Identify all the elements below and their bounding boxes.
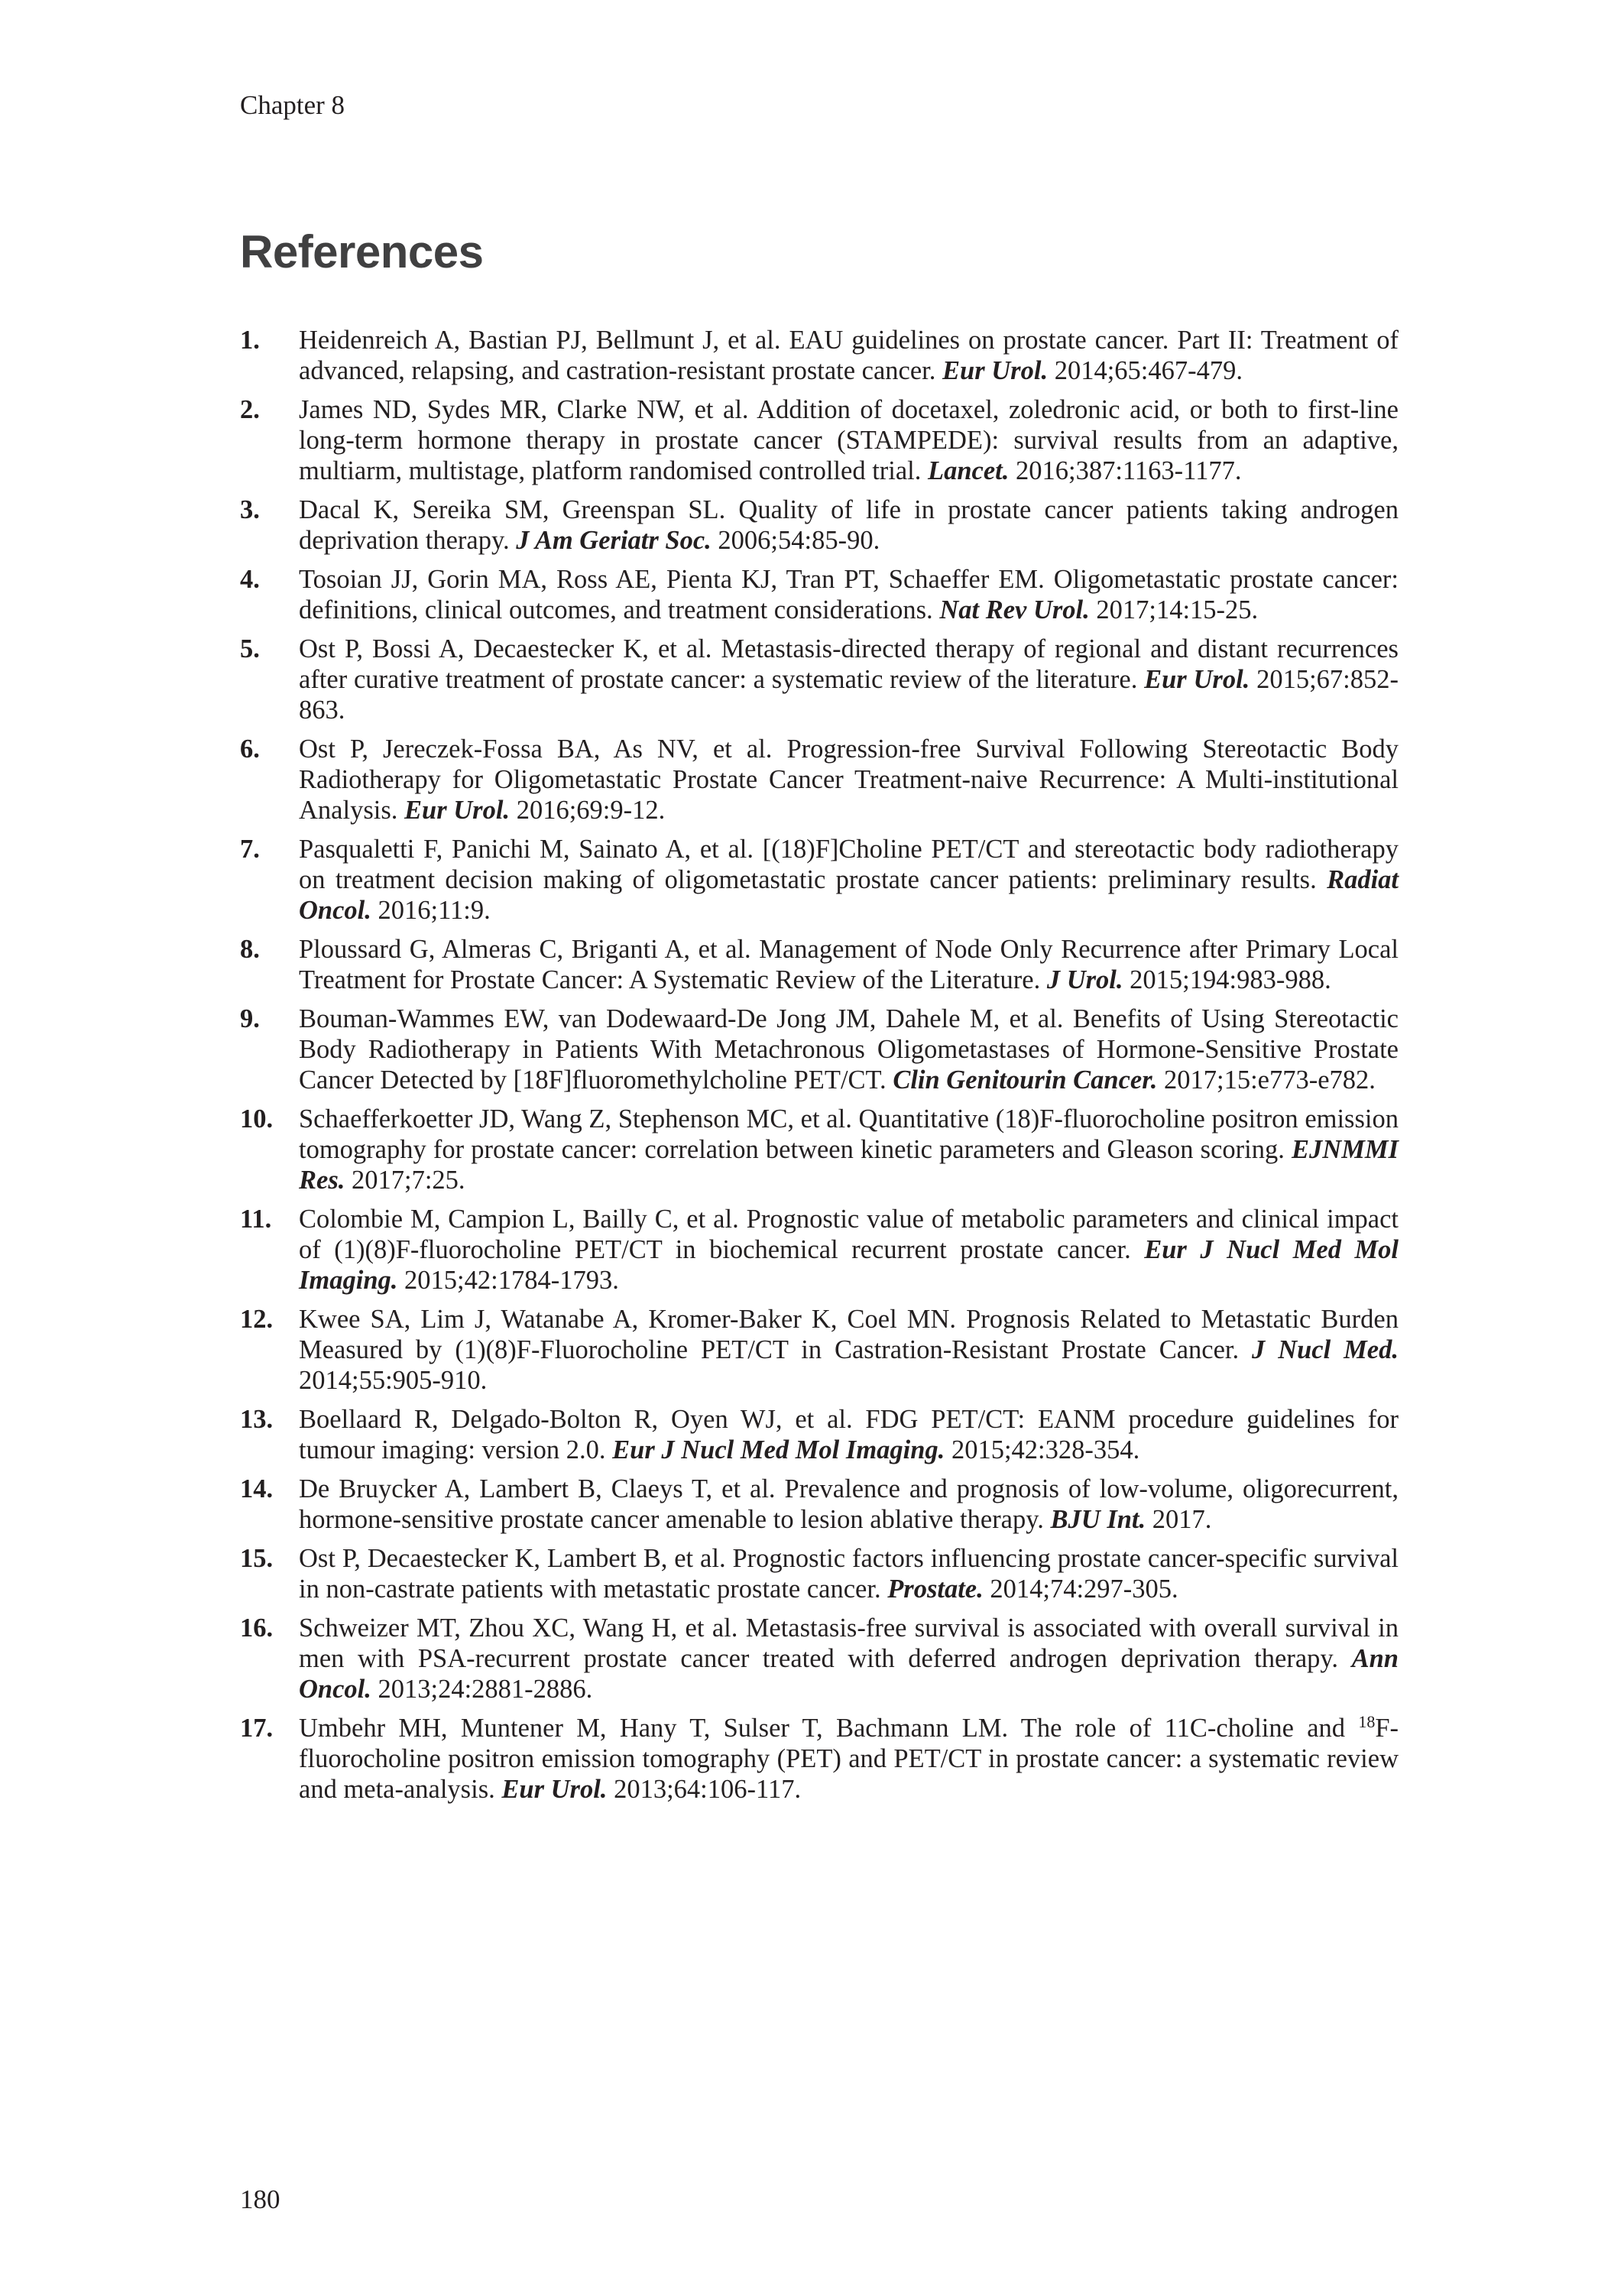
reference-text: Ost P, Decaestecker K, Lambert B, et al. Prognostic factors influencing prostate cancer-specific survival in non-castrate patients with metastatic prostate cancer. [299,1544,1399,1604]
reference-text: Schweizer MT, Zhou XC, Wang H, et al. Metastasis-free survival is associated with overall survival in men with PSA-recurrent prostate cancer treated with deferred androgen deprivation therapy. [299,1614,1399,1673]
references-heading: References [240,226,484,277]
reference-list [240,325,1399,1813]
reference-item [240,1474,1399,1535]
reference-citation: 2014;65:467-479. [1048,356,1243,385]
reference-citation: 2014;55:905-910. [299,1366,488,1395]
reference-citation: 2017;15:e773-e782. [1157,1065,1376,1095]
reference-text: Boellaard R, Delgado-Bolton R, Oyen WJ, et al. FDG PET/CT: EANM procedure guidelines for tumour imaging: version 2.0. [299,1405,1399,1464]
reference-number: 1. [240,326,260,355]
reference-citation: 2015;42:328-354. [945,1435,1140,1464]
reference-citation: 2017;14:15-25. [1089,595,1259,624]
reference-item [240,834,1399,926]
reference-journal: BJU Int. [1050,1505,1146,1534]
page-number: 180 [240,2184,280,2214]
reference-citation: 2006;54:85-90. [711,526,880,555]
reference-number: 2. [240,395,260,424]
reference-item [240,1004,1399,1095]
reference-text: Bouman-Wammes EW, van Dodewaard-De Jong JM, Dahele M, et al. Benefits of Using Stereotactic Body Radiotherapy in Patients With Metachronous Oligometastases of Hormone-Sensitive Prostate Cancer Detected by [18F]fluoromethylcholine PET/CT. [299,1004,1399,1095]
reference-journal: Eur J Nucl Med Mol Imaging. [612,1435,945,1464]
reference-journal: J Nucl Med. [1252,1335,1399,1364]
reference-text: Ploussard G, Almeras C, Briganti A, et al. Management of Node Only Recurrence after Primary Local Treatment for Prostate Cancer: A Systematic Review of the Literature. [299,935,1399,994]
reference-number: 3. [240,495,260,524]
reference-journal: Prostate. [887,1575,984,1604]
reference-text: Colombie M, Campion L, Bailly C, et al. Prognostic value of metabolic parameters and clinical impact of (1)(8)F-fluorocholine PET/CT in biochemical recurrent prostate cancer. [299,1205,1399,1264]
reference-number: 16. [240,1614,274,1643]
reference-journal: Clin Genitourin Cancer. [893,1065,1158,1095]
reference-number: 17. [240,1714,274,1743]
reference-citation: 2016;11:9. [371,896,491,925]
reference-text: Umbehr MH, Muntener M, Hany T, Sulser T, Bachmann LM. The role of 11C-choline and [299,1714,1359,1743]
reference-citation: 2013;24:2881-2886. [371,1675,593,1704]
reference-item [240,325,1399,386]
reference-citation: 2017;7:25. [345,1166,465,1195]
reference-citation: 2013;64:106-117. [607,1775,802,1804]
reference-journal: Eur Urol. [501,1775,608,1804]
reference-number: 8. [240,935,260,964]
reference-text: Ost P, Bossi A, Decaestecker K, et al. Metastasis-directed therapy of regional and distant recurrences after curative treatment of prostate cancer: a systematic review of the literature. [299,634,1399,694]
reference-text-continued: F-fluorocholine positron emission tomography (PET) and PET/CT in prostate cancer: a systematic review and meta-analysis. [299,1714,1399,1804]
reference-citation: 2015;42:1784-1793. [397,1266,619,1295]
reference-journal: Eur Urol. [1144,665,1250,694]
reference-text: Schaefferkoetter JD, Wang Z, Stephenson MC, et al. Quantitative (18)F-fluorocholine positron emission tomography for prostate cancer: correlation between kinetic parameters and Gleason scoring. [299,1104,1399,1164]
reference-number: 12. [240,1305,274,1334]
reference-journal: Eur Urol. [942,356,1049,385]
reference-citation: 2017. [1146,1505,1212,1534]
reference-citation: 2015;194:983-988. [1123,965,1331,994]
reference-item [240,1304,1399,1396]
reference-journal: J Urol. [1046,965,1123,994]
reference-item [240,495,1399,556]
reference-text: Heidenreich A, Bastian PJ, Bellmunt J, et al. EAU guidelines on prostate cancer. Part II: Treatment of advanced, relapsing, and castration-resistant prostate cancer. [299,326,1399,385]
reference-citation: 2014;74:297-305. [983,1575,1178,1604]
reference-text: Ost P, Jereczek-Fossa BA, As NV, et al. Progression-free Survival Following Stereotactic Body Radiotherapy for Oligometastatic Prostate Cancer Treatment-naive Recurrence: A Multi-institutional Analysis. [299,735,1399,825]
reference-text: Kwee SA, Lim J, Watanabe A, Kromer-Baker K, Coel MN. Prognosis Related to Metastatic Burden Measured by (1)(8)F-Fluorocholine PET/CT in Castration-Resistant Prostate Cancer. [299,1305,1399,1364]
reference-item [240,1404,1399,1465]
reference-text: De Bruycker A, Lambert B, Claeys T, et al. Prevalence and prognosis of low-volume, oligorecurrent, hormone-sensitive prostate cancer amenable to lesion ablative therapy. [299,1474,1399,1534]
reference-number: 11. [240,1205,272,1234]
reference-journal: Ann Oncol. [299,1644,1399,1704]
reference-item [240,1104,1399,1195]
reference-journal: Eur J Nucl Med Mol Imaging. [299,1235,1399,1295]
reference-text: Pasqualetti F, Panichi M, Sainato A, et al. [(18)F]Choline PET/CT and stereotactic body radiotherapy on treatment decision making of oligometastatic prostate cancer patients: preliminary results. [299,835,1399,894]
reference-item [240,394,1399,486]
reference-number: 14. [240,1474,274,1503]
reference-text: Dacal K, Sereika SM, Greenspan SL. Quality of life in prostate cancer patients taking androgen deprivation therapy. [299,495,1399,555]
reference-superscript: 18 [1358,1712,1376,1731]
reference-number: 6. [240,735,260,764]
reference-number: 9. [240,1004,260,1033]
reference-journal: Eur Urol. [404,796,511,825]
reference-item [240,934,1399,995]
reference-item [240,564,1399,625]
reference-item [240,1543,1399,1604]
reference-text: James ND, Sydes MR, Clarke NW, et al. Addition of docetaxel, zoledronic acid, or both to first-line long-term hormone therapy in prostate cancer (STAMPEDE): survival results from an adaptive, multiarm, multistage, platform randomised controlled trial. [299,395,1399,485]
reference-number: 13. [240,1405,274,1434]
reference-number: 10. [240,1104,274,1134]
reference-citation: 2015;67:852-863. [299,665,1399,725]
reference-item [240,634,1399,725]
reference-item [240,734,1399,825]
reference-item [240,1613,1399,1704]
reference-journal: Nat Rev Urol. [939,595,1090,624]
reference-number: 5. [240,634,260,663]
reference-item [240,1713,1399,1805]
reference-text: Tosoian JJ, Gorin MA, Ross AE, Pienta KJ, Tran PT, Schaeffer EM. Oligometastatic prostate cancer: definitions, clinical outcomes, and treatment considerations. [299,565,1399,624]
reference-item [240,1204,1399,1296]
reference-journal: J Am Geriatr Soc. [516,526,712,555]
reference-citation: 2016;387:1163-1177. [1009,456,1242,485]
reference-number: 7. [240,835,260,864]
reference-citation: 2016;69:9-12. [510,796,666,825]
reference-number: 4. [240,565,260,594]
reference-journal: EJNMMI Res. [299,1135,1399,1195]
reference-journal: Lancet. [928,456,1010,485]
chapter-header: Chapter 8 [240,90,345,120]
reference-journal: Radiat Oncol. [299,865,1399,925]
reference-number: 15. [240,1544,274,1573]
